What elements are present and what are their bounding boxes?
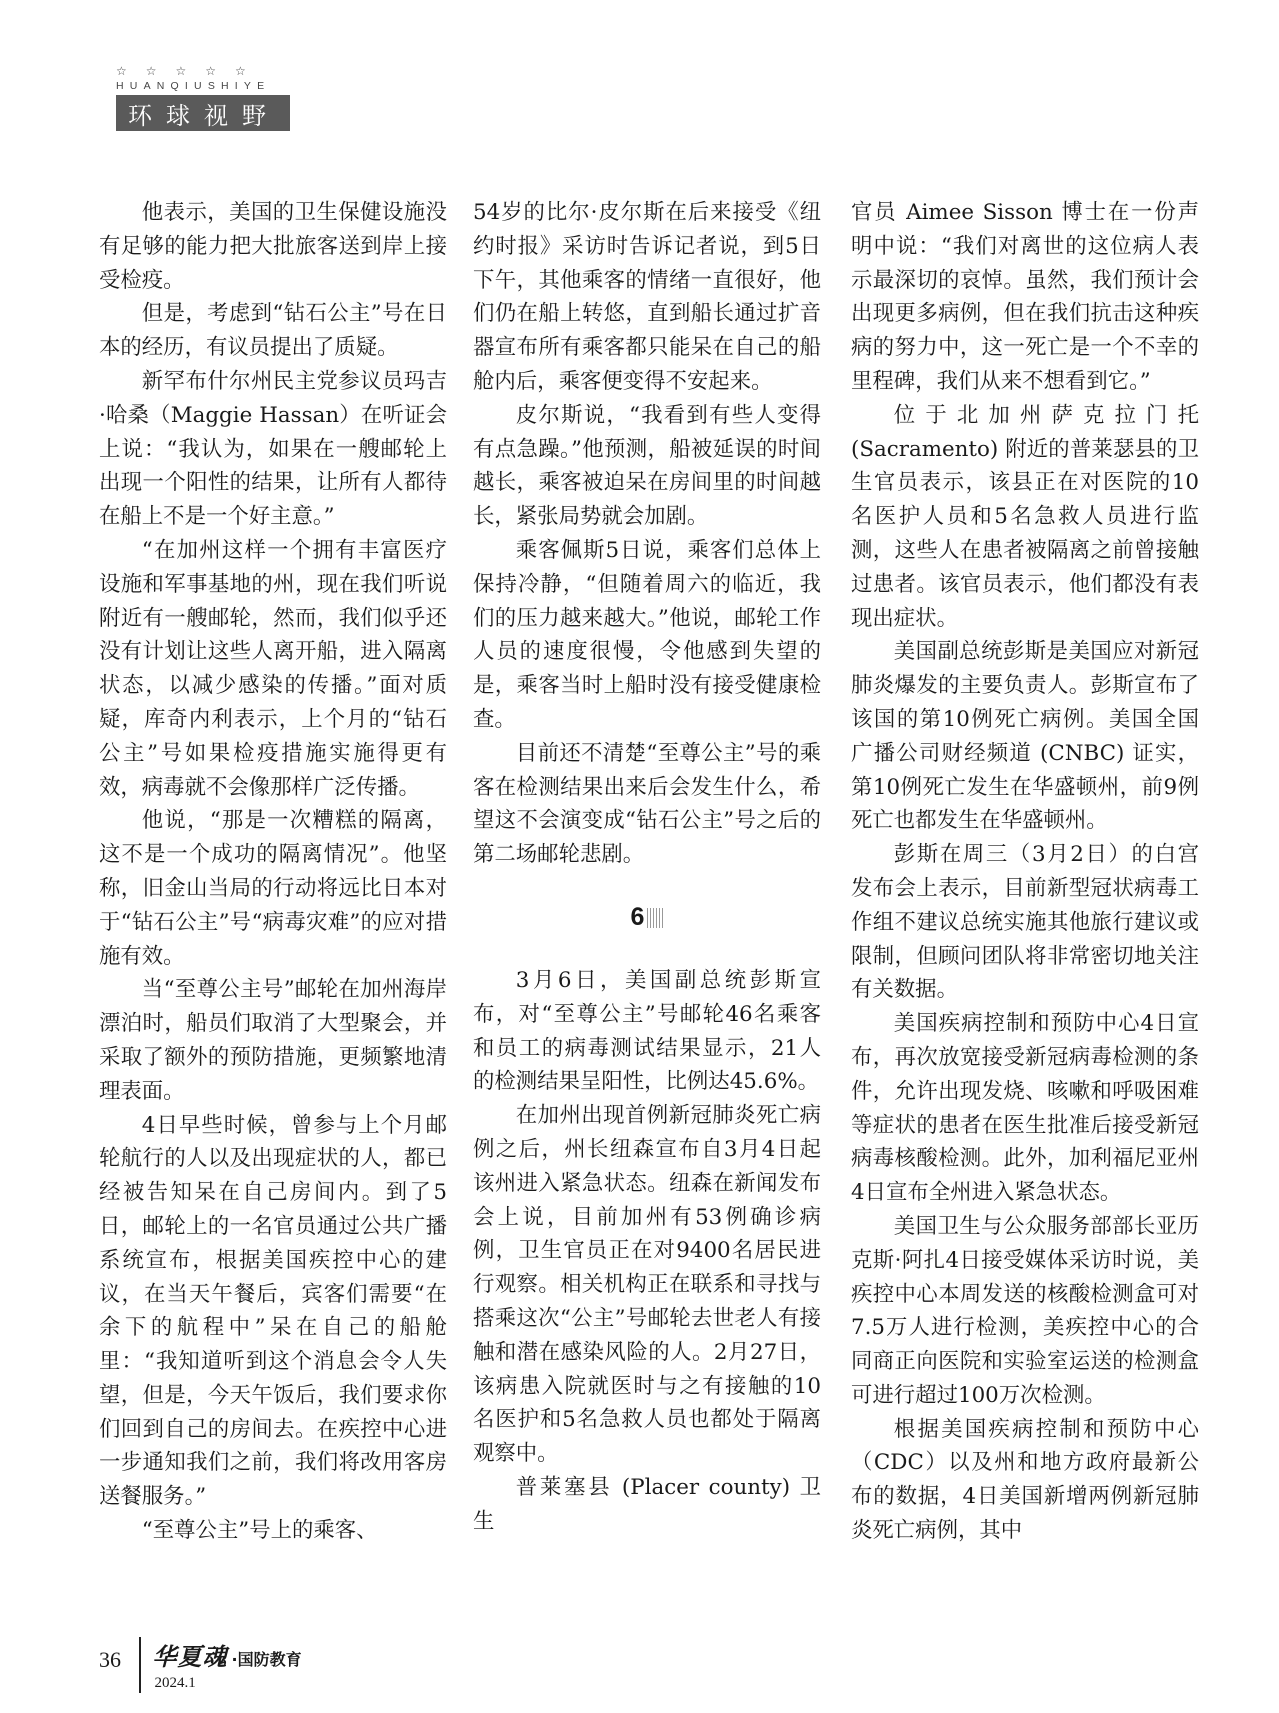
paragraph: 目前还不清楚“至尊公主”号的乘客在检测结果出来后会发生什么，希望这不会演变成“钻石公主”号之后的第二场邮轮悲剧。 [473,740,821,868]
article-column-1 [99,196,447,1548]
section-title: 环球视野 [116,95,290,131]
paragraph: 位于北加州萨克拉门托 (Sacramento) 附近的普莱瑟县的卫生官员表示，该县正在对医院的10名医护人员和5名急救人员进行监测，这些人在患者被隔离之前曾接触过患者。该官员表示，他们都没有表现出症状。 [851,402,1199,631]
magazine-logo: 华夏魂 [152,1642,228,1671]
paragraph: 4日早些时候，曾参与上个月邮轮航行的人以及出现症状的人，都已经被告知呆在自己房间内。到了5日，邮轮上的一名官员通过公共广播系统宣布，根据美国疾控中心的建议，在当天午餐后，宾客们需要“在余下的航程中”呆在自己的船舱里：“我知道听到这个消息会令人失望，但是，今天午饭后，我们要求你们回到自己的房间去。在疾控中心进一步通知我们之前，我们将改用客房送餐服务。” [99,1112,447,1510]
paragraph: 普莱塞县 (Placer county) 卫生 [473,1474,821,1534]
day-marker [473,872,821,964]
paragraph: 乘客佩斯5日说，乘客们总体上保持冷静，“但随着周六的临近，我们的压力越来越大。”他说，邮轮工作人员的速度很慢，令他感到失望的是，乘客当时上船时没有接受健康检查。 [473,537,821,732]
issue-number: 2024.1 [154,1675,196,1691]
paragraph: 他说，“那是一次糟糕的隔离，这不是一个成功的隔离情况”。他坚称，旧金山当局的行动将远比日本对于“钻石公主”号“病毒灾难”的应对措施有效。 [99,808,447,969]
paragraph: 根据美国疾病控制和预防中心（CDC）以及州和地方政府最新公布的数据，4日美国新增两例新冠肺炎死亡病例，其中 [851,1416,1199,1544]
page-number: 36 [99,1647,121,1672]
paragraph: 皮尔斯说，“我看到有些人变得有点急躁。”他预测，船被延误的时间越长，乘客被迫呆在房间里的时间越长，紧张局势就会加剧。 [473,402,821,530]
paragraph: 美国卫生与公众服务部部长亚历克斯·阿扎4日接受媒体采访时说，美疾控中心本周发送的核酸检测盒可对7.5万人进行检测，美疾控中心的合同商正向医院和实验室运送的检测盒可进行超过100万次检测。 [851,1213,1199,1408]
paragraph: 他表示，美国的卫生保健设施没有足够的能力把大批旅客送到岸上接受检疫。 [99,200,447,293]
article-column-3 [851,196,1199,1548]
day-number: 6 [630,903,645,932]
paragraph: 3月6日，美国副总统彭斯宣布，对“至尊公主”号邮轮46名乘客和员工的病毒测试结果显示，21人的检测结果呈阳性，比例达45.6%。 [473,967,821,1095]
paragraph: “至尊公主”号上的乘客、 [141,1518,378,1544]
section-pinyin: HUANQIUSHIYE [116,80,271,92]
paragraph: 新罕布什尔州民主党参议员玛吉·哈桑（Maggie Hassan）在听证会上说：“我认为，如果在一艘邮轮上出现一个阳性的结果，让所有人都待在船上不是一个好主意。” [99,368,447,530]
star-decoration: ☆☆☆☆☆ [116,64,265,78]
barcode-ornament-icon [647,908,663,928]
paragraph: 彭斯在周三（3月2日）的白宫发布会上表示，目前新型冠状病毒工作组不建议总统实施其他旅行建议或限制，但顾问团队将非常密切地关注有关数据。 [851,842,1199,1003]
paragraph: 在加州出现首例新冠肺炎死亡病例之后，州长纽森宣布自3月4日起该州进入紧急状态。纽森在新闻发布会上说，目前加州有53例确诊病例，卫生官员正在对9400名居民进行观察。相关机构正在联系和寻找与搭乘这次“公主”号邮轮去世老人有接触和潜在感染风险的人。2月27日，该病患入院就医时与之有接触的10名医护和5名急救人员也都处于隔离观察中。 [473,1103,821,1467]
page-footer [99,1637,302,1693]
paragraph: 当“至尊公主号”邮轮在加州海岸漂泊时，船员们取消了大型聚会，并采取了额外的预防措施，更频繁地清理表面。 [99,977,447,1104]
paragraph: 美国副总统彭斯是美国应对新冠肺炎爆发的主要负责人。彭斯宣布了该国的第10例死亡病例。美国全国广播公司财经频道 (CNBC) 证实，第10例死亡发生在华盛顿州，前9例死亡也都发生在华盛顿州。 [851,639,1199,834]
paragraph: 但是，考虑到“钻石公主”号在日本的经历，有议员提出了质疑。 [99,301,447,361]
section-header [116,64,290,131]
paragraph: “在加州这样一个拥有丰富医疗设施和军事基地的州，现在我们听说附近有一艘邮轮，然而，我们似乎还没有计划让这些人离开船，进入隔离状态，以减少感染的传播。”面对质疑，库奇内利表示，上个月的“钻石公主”号如果检疫措施实施得更有效，病毒就不会像那样广泛传播。 [99,537,447,800]
publication-info [153,1637,302,1692]
magazine-subtitle: ·国防教育 [231,1650,302,1669]
paragraph: 美国疾病控制和预防中心4日宣布，再次放宽接受新冠病毒检测的条件，允许出现发烧、咳嗽和呼吸困难等症状的患者在医生批准后接受新冠病毒核酸检测。此外，加利福尼亚州4日宣布全州进入紧急状态。 [851,1011,1199,1206]
footer-divider [139,1637,141,1693]
paragraph-continued: 54岁的比尔·皮尔斯在后来接受《纽约时报》采访时告诉记者说，到5日下午，其他乘客的情绪一直很好，他们仍在船上转悠，直到船长通过扩音器宣布所有乘客都只能呆在自己的船舱内后，乘客便变得不安起来。 [473,200,821,394]
paragraph-continued: 官员 Aimee Sisson 博士在一份声明中说：“我们对离世的这位病人表示最深切的哀悼。虽然，我们预计会出现更多病例，但在我们抗击这种疾病的努力中，这一死亡是一个不幸的里程碑，我们从来不想看到它。” [851,200,1199,394]
article-column-2 [473,196,821,1538]
